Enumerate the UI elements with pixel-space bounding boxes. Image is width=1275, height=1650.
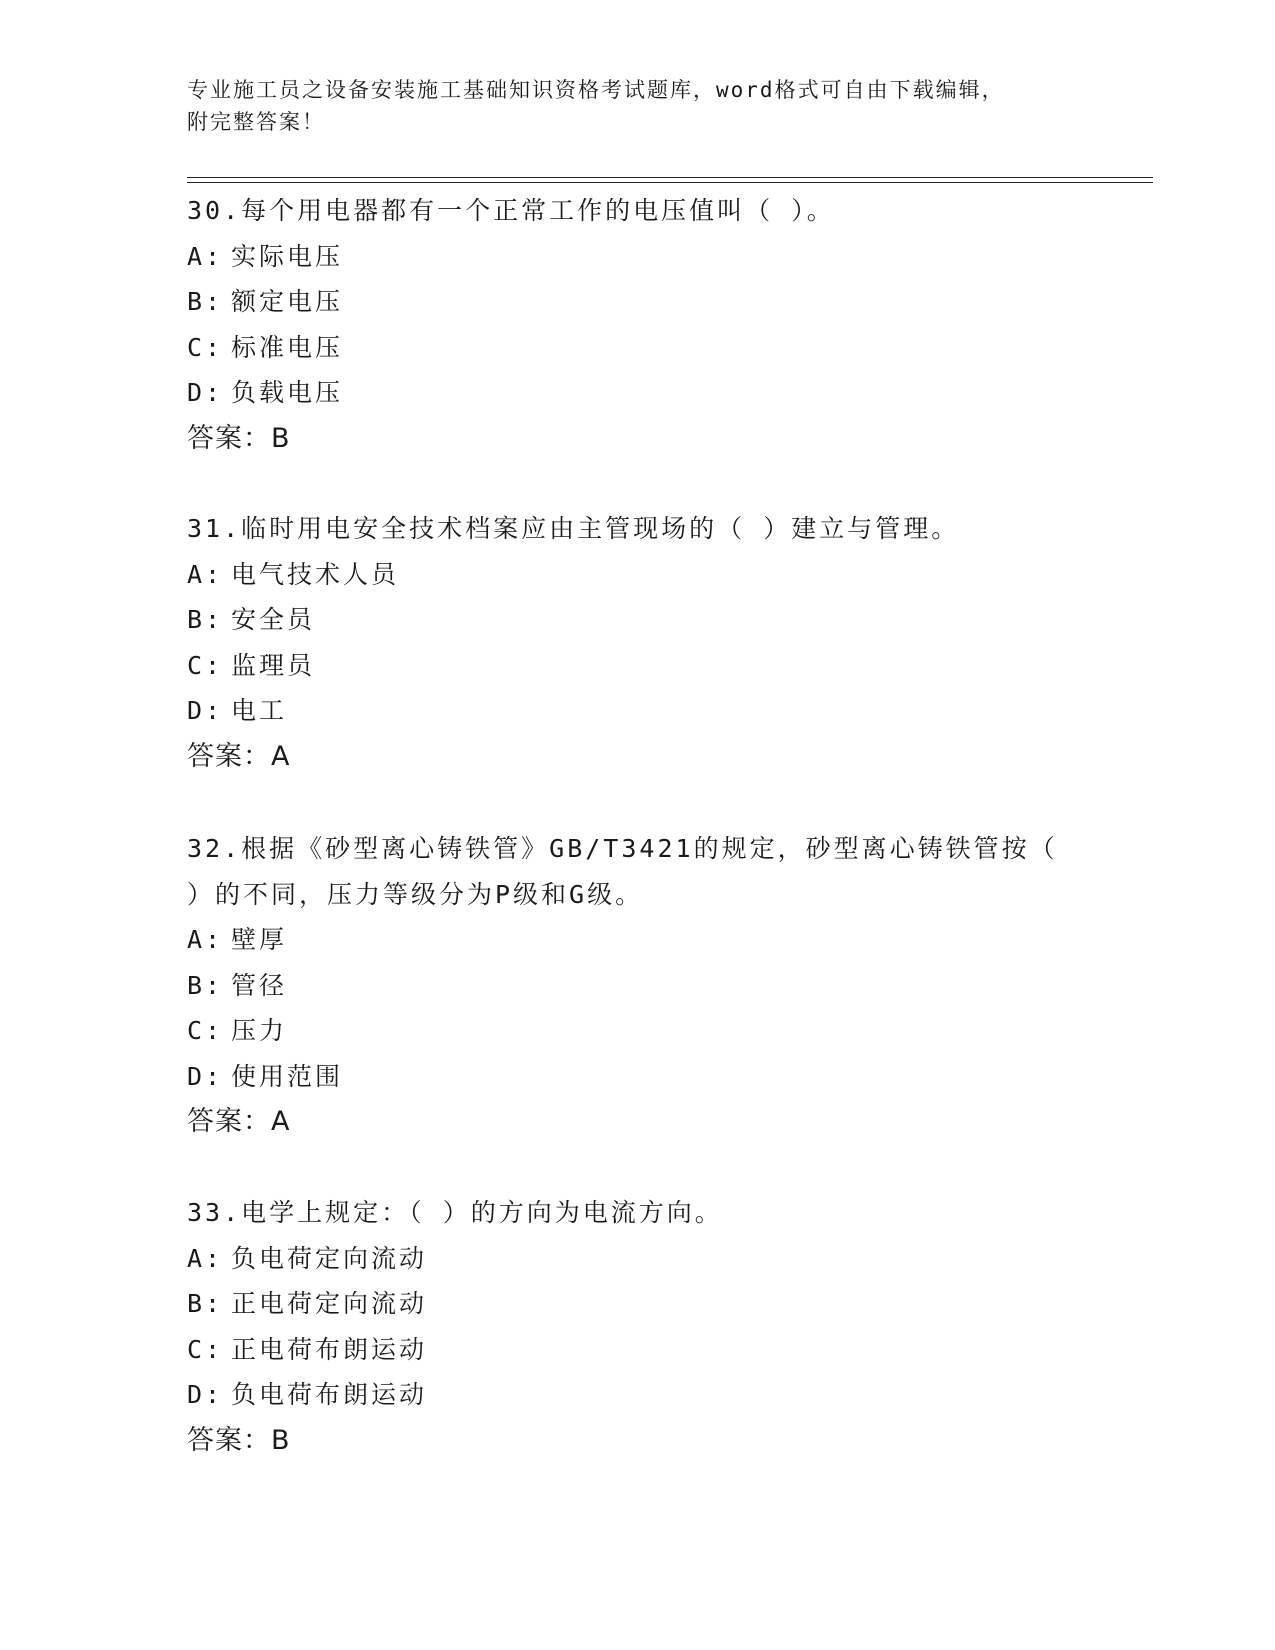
option-text: 正电荷布朗运动 [231, 1334, 428, 1364]
option-text: 负电荷布朗运动 [231, 1380, 428, 1409]
option-a [187, 1236, 1067, 1282]
option-letter: C: [187, 1334, 224, 1364]
option-b [187, 1281, 1067, 1327]
option-d [187, 370, 1067, 416]
option-text: 电工 [231, 696, 288, 725]
question-stem: 31.临时用电安全技术档案应由主管现场的（ ）建立与管理。 [187, 514, 960, 543]
option-c [187, 325, 1067, 371]
option-b [187, 597, 1067, 643]
option-d [187, 1054, 1067, 1100]
option-c [187, 1008, 1067, 1054]
question-30 [187, 188, 1067, 461]
option-text: 实际电压 [231, 241, 344, 271]
option-letter: B: [187, 1289, 224, 1318]
option-text: 标准电压 [231, 332, 344, 362]
header-line-1: 专业施工员之设备安装施工基础知识资格考试题库，word格式可自由下载编辑， [187, 78, 1005, 102]
option-text: 正电荷定向流动 [231, 1289, 428, 1318]
option-text: 额定电压 [231, 287, 344, 316]
option-letter: C: [187, 1016, 224, 1045]
option-text: 负电荷定向流动 [231, 1243, 428, 1273]
question-stem: 33.电学上规定：（ ）的方向为电流方向。 [187, 1198, 723, 1227]
option-text: 负载电压 [231, 378, 344, 407]
option-letter: A: [187, 1243, 224, 1273]
option-a [187, 234, 1067, 280]
question-32 [187, 826, 1067, 1145]
option-text: 壁厚 [231, 925, 288, 954]
option-letter: C: [187, 332, 224, 362]
option-text: 使用范围 [231, 1061, 344, 1091]
question-31 [187, 506, 1067, 779]
option-text: 压力 [231, 1016, 288, 1045]
option-letter: D: [187, 1380, 224, 1409]
option-d [187, 1372, 1067, 1418]
header-line-2: 附完整答案！ [187, 110, 325, 134]
option-letter: C: [187, 650, 224, 680]
question-stem: 30.每个用电器都有一个正常工作的电压值叫（ ）。 [187, 196, 835, 225]
option-letter: A: [187, 241, 224, 271]
option-letter: A: [187, 925, 224, 954]
option-letter: D: [187, 1061, 224, 1091]
option-b [187, 279, 1067, 325]
answer-line: 答案：B [187, 1424, 291, 1456]
option-b [187, 963, 1067, 1009]
answer-line: 答案：A [187, 1106, 291, 1137]
option-c [187, 1327, 1067, 1373]
question-33 [187, 1190, 1067, 1463]
question-stem-line-2: ）的不同，压力等级分为P级和G级。 [187, 879, 644, 909]
answer-line: 答案：B [187, 422, 291, 454]
option-text: 监理员 [231, 650, 316, 680]
option-letter: B: [187, 287, 224, 316]
option-letter: B: [187, 605, 224, 634]
option-letter: A: [187, 559, 224, 589]
option-a [187, 917, 1067, 963]
option-text: 电气技术人员 [231, 559, 400, 589]
option-c [187, 643, 1067, 689]
option-letter: D: [187, 696, 224, 725]
option-letter: D: [187, 378, 224, 407]
header-divider-top [187, 177, 1153, 178]
option-letter: B: [187, 970, 224, 1000]
option-d [187, 688, 1067, 734]
option-a [187, 552, 1067, 598]
answer-line: 答案：A [187, 740, 291, 772]
question-stem-line-1: 32.根据《砂型离心铸铁管》GB/T3421的规定，砂型离心铸铁管按（ [187, 834, 1058, 863]
option-text: 安全员 [231, 605, 316, 634]
document-header [187, 74, 1067, 138]
option-text: 管径 [231, 970, 288, 1000]
header-divider-bottom [187, 182, 1153, 183]
